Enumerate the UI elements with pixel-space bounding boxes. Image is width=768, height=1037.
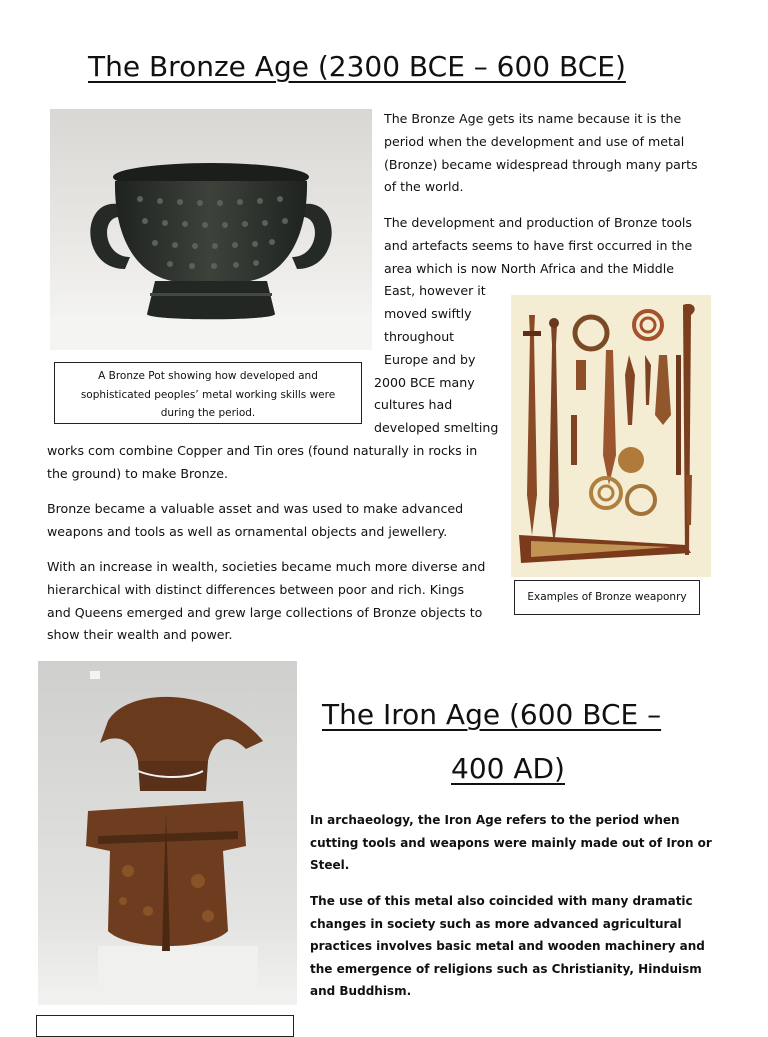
caption-line: during the period. — [160, 407, 256, 419]
bronze-pot-caption — [54, 362, 362, 424]
text-line: the emergence of religions such as Christianity, Hinduism — [310, 961, 702, 976]
text-line: The use of this metal also coincided with many dramatic — [310, 894, 693, 908]
iron-paragraph-2 — [310, 890, 730, 1003]
text-line: Steel. — [310, 858, 350, 873]
iron-age-title-line-2: 400 AD) — [451, 752, 565, 785]
text-line: developed smelting — [374, 420, 499, 436]
iron-paragraph-1 — [310, 809, 730, 877]
text-line: With an increase in wealth, societies became much more diverse and — [47, 559, 486, 574]
text-line: The development and production of Bronze tools — [384, 215, 692, 230]
text-line: In archaeology, the Iron Age refers to the period when — [310, 813, 680, 827]
text-line: 2000 BCE many — [374, 374, 475, 390]
text-line: period when the development and use of metal — [384, 133, 685, 149]
iron-armour-image — [38, 661, 297, 1005]
bronze-weapons-image — [511, 295, 711, 577]
text-line: and Queens emerged and grew large collections of Bronze objects to — [47, 604, 483, 620]
bronze-paragraph-4 — [47, 556, 517, 647]
text-line: show their wealth and power. — [47, 627, 233, 643]
text-line: hierarchical with distinct differences between poor and rich. Kings — [47, 581, 465, 597]
text-line: of the world. — [384, 179, 464, 195]
text-line: changes in society such as more advanced agricultural — [310, 916, 682, 931]
iron-age-title-line-1: The Iron Age (600 BCE – — [322, 698, 662, 731]
text-line: (Bronze) became widespread through many parts — [384, 156, 698, 172]
text-line: and Buddhism. — [310, 984, 412, 999]
bronze-weapons-caption: Examples of Bronze weaponry — [514, 580, 700, 615]
bronze-paragraph-3 — [47, 498, 507, 544]
text-line: Europe and by — [384, 351, 476, 367]
bronze-paragraph-2-cont — [47, 440, 507, 486]
text-line: cutting tools and weapons were mainly made out of Iron or — [310, 835, 712, 850]
caption-line: sophisticated peoples’ metal working skills were — [80, 388, 336, 401]
caption-line: A Bronze Pot showing how developed and — [98, 370, 318, 382]
bronze-pot-image — [50, 109, 372, 350]
text-line: East, however it — [384, 283, 486, 299]
text-line: works com combine Copper and Tin ores (found naturally in rocks in — [47, 443, 478, 458]
text-line: the ground) to make Bronze. — [47, 465, 228, 481]
text-line: moved swiftly — [384, 306, 472, 322]
text-line: and artefacts seems to have first occurred in the — [384, 237, 693, 253]
text-line: Bronze became a valuable asset and was used to make advanced — [47, 501, 464, 516]
iron-armour-caption-box — [36, 1015, 294, 1037]
text-line: The Bronze Age gets its name because it is the — [384, 111, 682, 126]
text-line: cultures had — [374, 397, 453, 413]
text-line: throughout — [384, 328, 455, 344]
text-line: area which is now North Africa and the Middle — [384, 260, 674, 276]
text-line: weapons and tools as well as ornamental objects and jewellery. — [47, 523, 448, 539]
bronze-age-title: The Bronze Age (2300 BCE – 600 BCE) — [88, 50, 626, 83]
bronze-paragraph-1 — [384, 108, 724, 199]
text-line: practices involves basic metal and wooden machinery and — [310, 939, 705, 954]
